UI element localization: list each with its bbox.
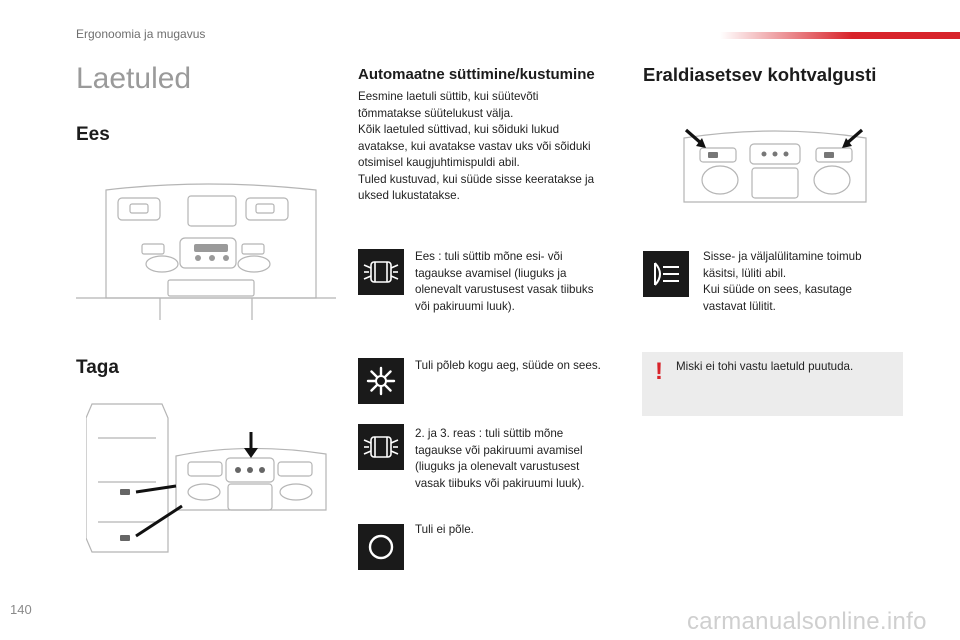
reading-description-line: Sisse- ja väljalülitamine toimub	[703, 250, 862, 263]
mode-description-line: Tuli ei põle.	[415, 523, 474, 536]
mode-description-line: Tuli põleb kogu aeg, süüde on sees.	[415, 359, 601, 372]
mode-description-line: tagaukse või pakiruumi avamisel	[415, 443, 583, 457]
rear-ceiling-light-illustration	[86, 398, 336, 558]
auto-description-line: otsimisel kaugjuhtimispuldi abil.	[358, 156, 520, 169]
watermark: carmanualsonline.info	[687, 608, 927, 635]
auto-description-line: avatakse, kui avatakse vastav uks või sõiduki	[358, 139, 591, 153]
auto-heading: Automaatne süttimine/kustumine	[358, 66, 595, 83]
mode-description	[415, 426, 615, 492]
section-accent-bar	[720, 32, 960, 39]
auto-description-line: Eesmine laetuli süttib, kui süütevõti	[358, 90, 539, 103]
auto-description-line: uksed lukustatakse.	[358, 189, 460, 202]
door-light-icon	[358, 249, 404, 295]
mode-description-line: olenevalt varustusest vasak tiibuks	[415, 283, 594, 296]
reading-light-illustration	[680, 118, 870, 210]
mode-description-line: 2. ja 3. reas : tuli süttib mõne	[415, 427, 564, 440]
mode-description-line: Ees : tuli süttib mõne esi- või	[415, 250, 563, 263]
reading-light-icon	[643, 251, 689, 297]
reading-heading: Eraldiasetsev kohtvalgusti	[643, 64, 877, 85]
reading-description	[703, 249, 903, 315]
warning-icon: !	[655, 358, 663, 385]
section-label: Ergonoomia ja mugavus	[76, 27, 206, 41]
mode-description	[415, 249, 615, 315]
reading-description-line: vastavat lülitit.	[703, 299, 776, 313]
light-off-icon	[358, 524, 404, 570]
light-on-icon	[358, 358, 404, 404]
auto-description	[358, 89, 628, 205]
mode-description	[415, 358, 625, 375]
mode-description-line: tagaukse avamisel (liuguks ja	[415, 266, 567, 280]
front-heading: Ees	[76, 124, 110, 145]
auto-description-line: tõmmatakse süütelukust välja.	[358, 106, 514, 120]
rear-heading: Taga	[76, 357, 119, 378]
warning-text: Miski ei tohi vastu laetuld puutuda.	[676, 360, 854, 373]
page-number: 140	[10, 602, 32, 617]
page-title: Laetuled	[76, 62, 192, 95]
mode-description-line: (liuguks ja olenevalt varustusest	[415, 460, 580, 473]
mode-description	[415, 522, 615, 539]
auto-description-line: Kõik laetuled süttivad, kui sõiduki lukud	[358, 123, 560, 136]
mode-description-line: vasak tiibuks või pakiruumi luuk).	[415, 476, 585, 490]
front-ceiling-light-illustration	[76, 180, 336, 320]
reading-description-line: käsitsi, lüliti abil.	[703, 266, 787, 280]
mode-description-line: või pakiruumi luuk).	[415, 299, 515, 313]
auto-description-line: Tuled kustuvad, kui süüde sisse keeratakse ja	[358, 172, 595, 186]
door-light-icon	[358, 424, 404, 470]
reading-description-line: Kui süüde on sees, kasutage	[703, 283, 852, 296]
